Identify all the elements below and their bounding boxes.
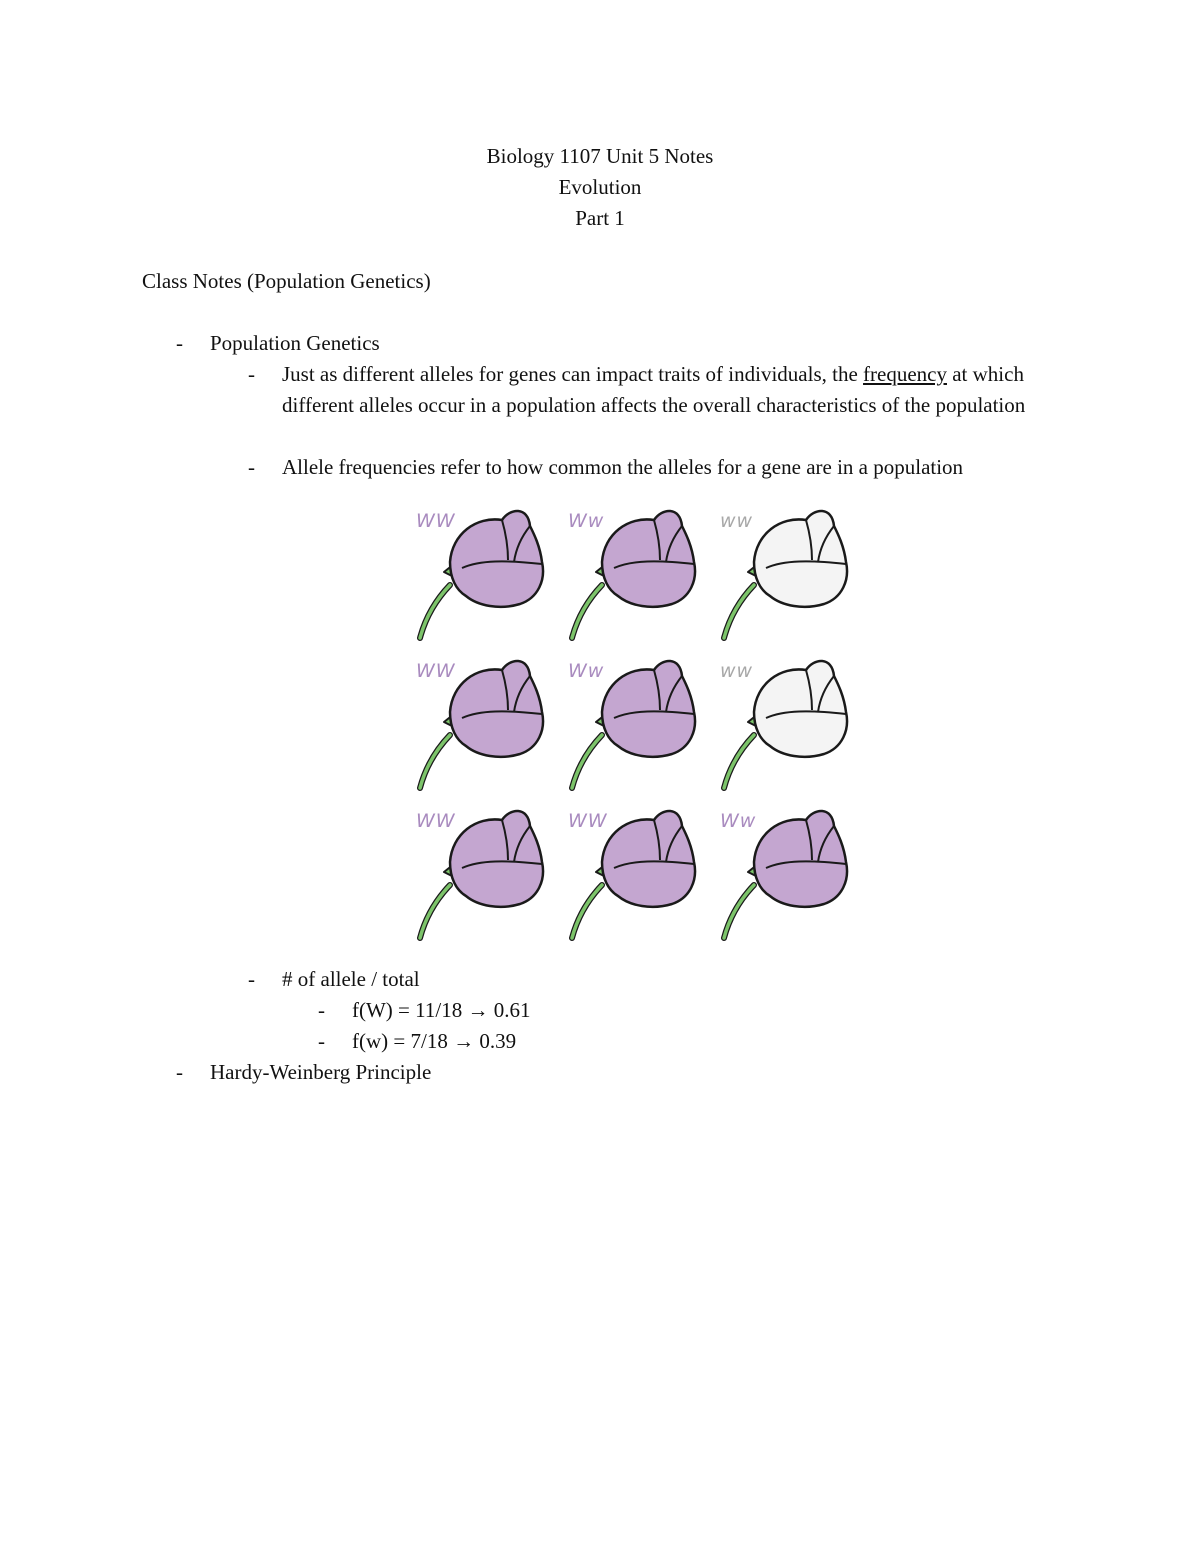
bullet-dash: - — [318, 1029, 325, 1053]
underlined-term: frequency — [863, 362, 947, 386]
flower-purple — [562, 800, 712, 948]
bullet-alleles-frequency — [248, 359, 1068, 421]
bullet-text: Allele frequencies refer to how common the alleles for a gene are in a population — [282, 455, 964, 479]
genotype-label: Ww — [720, 810, 757, 832]
flower-purple — [410, 500, 560, 648]
genotype-label: ww — [720, 660, 754, 682]
bullet-text: f(w) = 7/18 → 0.39 — [352, 1029, 517, 1053]
flower-purple — [714, 800, 864, 948]
bullet-text: Population Genetics — [210, 331, 380, 355]
text-segment: at which different alleles occur in a population affects the overall characteristics of the population — [282, 362, 1026, 417]
flower-white — [714, 500, 864, 648]
bullet-allele-frequencies — [248, 452, 1068, 483]
bullet-fW — [318, 995, 530, 1026]
flower-purple — [410, 800, 560, 948]
flower-population-illustration — [410, 500, 860, 940]
genotype-label: Ww — [568, 510, 605, 532]
bullet-formula — [248, 964, 1068, 995]
flower-purple — [562, 500, 712, 648]
genotype-label: WW — [568, 810, 608, 832]
flower-purple — [562, 650, 712, 798]
document-part: Part 1 — [575, 206, 625, 230]
document-title: Biology 1107 Unit 5 Notes — [486, 144, 714, 168]
bullet-dash: - — [318, 998, 325, 1022]
bullet-dash: - — [176, 1060, 183, 1084]
bullet-dash: - — [248, 455, 255, 479]
document-subtitle: Evolution — [558, 175, 642, 199]
section-heading: Class Notes (Population Genetics) — [142, 269, 431, 293]
flower-white — [714, 650, 864, 798]
genotype-label: ww — [720, 510, 754, 532]
bullet-text: Hardy-Weinberg Principle — [210, 1060, 432, 1084]
genotype-label: WW — [416, 810, 456, 832]
text-segment: Just as different alleles for genes can impact traits of individuals, the — [282, 362, 864, 386]
bullet-dash: - — [248, 362, 255, 386]
bullet-text — [282, 359, 1068, 421]
genotype-label: Ww — [568, 660, 605, 682]
bullet-fw — [318, 1026, 516, 1057]
genotype-label: WW — [416, 660, 456, 682]
flower-purple — [410, 650, 560, 798]
bullet-text: # of allele / total — [282, 967, 420, 991]
genotype-label: WW — [416, 510, 456, 532]
bullet-hardy-weinberg — [176, 1057, 431, 1088]
bullet-dash: - — [248, 967, 255, 991]
bullet-dash: - — [176, 331, 183, 355]
bullet-text: f(W) = 11/18 → 0.61 — [352, 998, 531, 1022]
title-block — [0, 141, 1200, 234]
bullet-population-genetics — [176, 328, 380, 359]
